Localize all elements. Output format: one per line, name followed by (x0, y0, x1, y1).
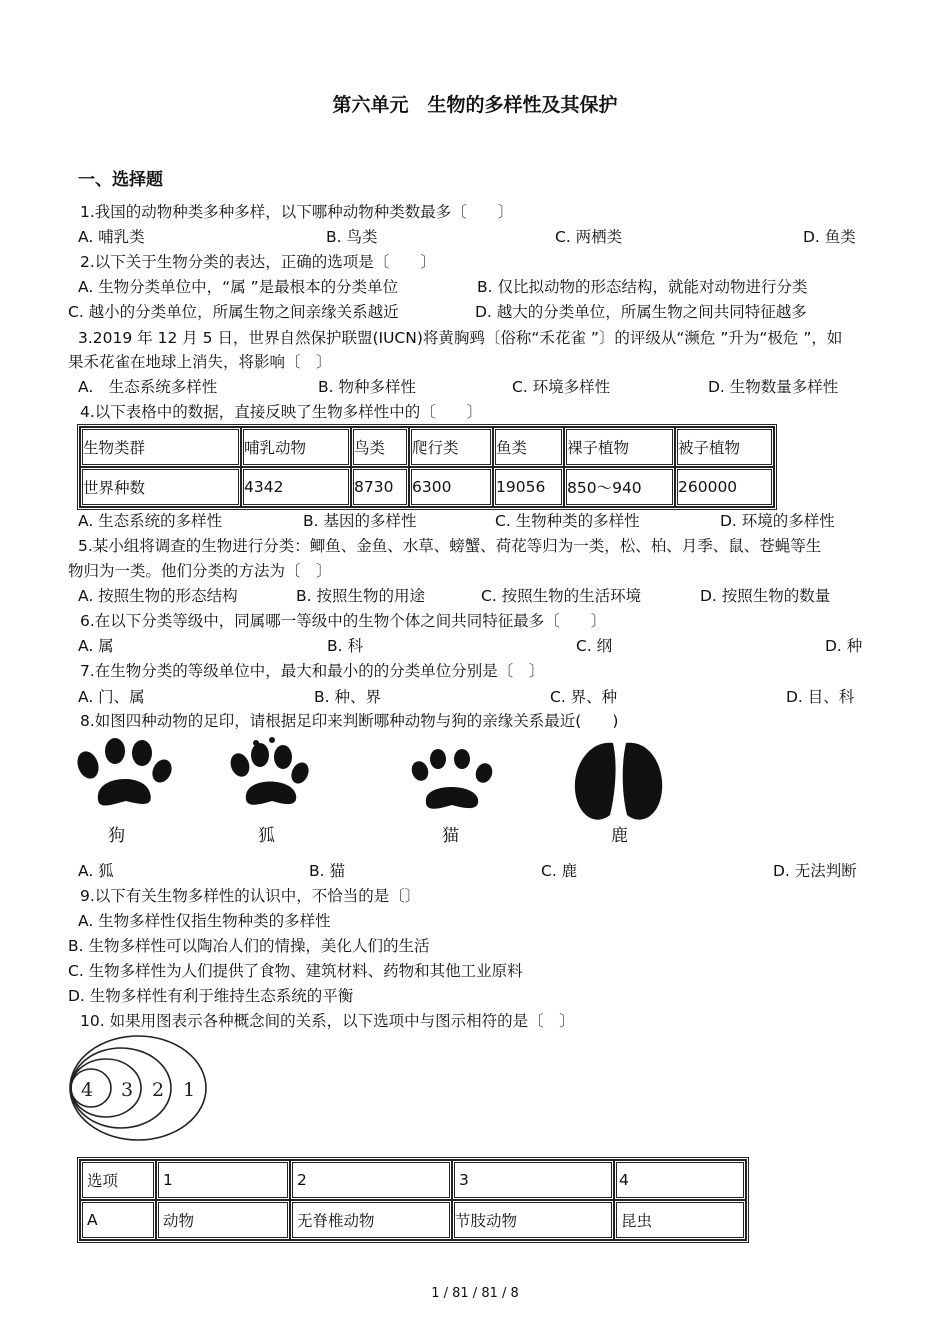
q3-stem-line1: 3.2019 年 12 月 5 日，世界自然保护联盟(IUCN)将黄胸鹀〔俗称“禾花雀 ”〕的评级从“濒危 ”升为“极危 ”，如 (78, 329, 843, 347)
q5-option-a: A. 按照生物的形态结构 (78, 587, 238, 605)
q1-stem: 1.我国的动物种类多种多样，以下哪种动物种类数最多〔 〕 (80, 203, 514, 221)
q4-option-d: D. 环境的多样性 (720, 512, 835, 530)
table-row (80, 427, 774, 467)
q7-option-d: D. 目、科 (786, 688, 855, 706)
q8-option-a: A. 狐 (78, 862, 114, 880)
q2-option-b: B. 仅比拟动物的形态结构，就能对动物进行分类 (477, 278, 808, 296)
q4-option-c: C. 生物种类的多样性 (495, 512, 640, 530)
q2-option-a: A. 生物分类单位中，“属 ”是最根本的分类单位 (78, 278, 399, 296)
q5-option-d: D. 按照生物的数量 (700, 587, 831, 605)
q6-option-a: A. 属 (78, 637, 114, 655)
table-cell: 260000 (675, 467, 774, 507)
q2-stem: 2.以下关于生物分类的表达，正确的选项是〔 〕 (80, 253, 436, 271)
q1-option-a: A. 哺乳类 (78, 228, 145, 246)
q5-stem-line2: 物归为一类。他们分类的方法为〔 〕 (68, 562, 332, 580)
q7-option-b: B. 种、界 (314, 688, 381, 706)
options-table (77, 1157, 749, 1243)
q9-option-a: A. 生物多样性仅指生物种类的多样性 (78, 912, 331, 930)
page-title: 第六单元 生物的多样性及其保护 (332, 94, 618, 116)
q9-stem: 9.以下有关生物多样性的认识中，不恰当的是〔〕 (80, 887, 421, 905)
table-cell: 850～940 (564, 467, 675, 507)
table-cell: 世界种数 (80, 467, 241, 507)
footprint-label-cat: 猫 (442, 826, 459, 846)
q3-option-d: D. 生物数量多样性 (708, 378, 839, 396)
circle-label-1: 1 (183, 1079, 196, 1101)
table-cell: 3 (452, 1160, 614, 1200)
q4-option-a: A. 生态系统的多样性 (78, 512, 223, 530)
q6-stem: 6.在以下分类等级中，同属哪一等级中的生物个体之间共同特征最多〔 〕 (80, 612, 607, 630)
table-cell: 动物 (156, 1200, 290, 1240)
q6-option-d: D. 种 (825, 637, 863, 655)
q1-option-c: C. 两栖类 (555, 228, 623, 246)
q9-option-c: C. 生物多样性为人们提供了食物、建筑材料、药物和其他工业原料 (68, 962, 523, 980)
q8-option-c: C. 鹿 (541, 862, 578, 880)
q1-option-d: D. 鱼类 (803, 228, 856, 246)
deer-footprint (575, 743, 662, 820)
table-cell: 1 (156, 1160, 290, 1200)
circle-label-2: 2 (152, 1079, 165, 1101)
table-cell: 4342 (241, 467, 351, 507)
q8-option-d: D. 无法判断 (773, 862, 857, 880)
circle-label-3: 3 (121, 1079, 134, 1101)
cat-footprint (409, 749, 495, 809)
q9-option-d: D. 生物多样性有利于维持生态系统的平衡 (68, 987, 354, 1005)
table-cell: 19056 (493, 467, 564, 507)
nested-circles-diagram (66, 1032, 211, 1147)
q2-option-c: C. 越小的分类单位，所属生物之间亲缘关系越近 (68, 303, 399, 321)
species-count-table (77, 424, 777, 510)
page-footer: 1 / 81 / 81 / 8 (431, 1286, 519, 1301)
q7-option-a: A. 门、属 (78, 688, 145, 706)
q5-stem-line1: 5.某小组将调查的生物进行分类：鲫鱼、金鱼、水草、螃蟹、荷花等归为一类，松、柏、月季、鼠、苍蝇等生 (78, 537, 822, 555)
q9-option-b: B. 生物多样性可以陶冶人们的情操，美化人们的生活 (68, 937, 430, 955)
fox-footprint (227, 737, 311, 805)
table-row (80, 467, 774, 507)
table-cell: 被子植物 (675, 427, 774, 467)
table-cell: 无脊椎动物 (290, 1200, 452, 1240)
table-cell: 鸟类 (351, 427, 409, 467)
q1-option-b: B. 鸟类 (326, 228, 378, 246)
table-row (80, 1160, 746, 1200)
q3-option-b: B. 物种多样性 (318, 378, 416, 396)
table-cell: 节肢动物 (452, 1200, 614, 1240)
footprint-label-deer: 鹿 (611, 826, 628, 846)
q2-option-d: D. 越大的分类单位，所属生物之间共同特征越多 (475, 303, 807, 321)
q7-stem: 7.在生物分类的等级单位中，最大和最小的的分类单位分别是〔 〕 (80, 662, 545, 680)
q8-stem: 8.如图四种动物的足印，请根据足印来判断哪种动物与狗的亲缘关系最近( ) (80, 712, 619, 730)
dog-footprint (74, 738, 175, 806)
table-cell: 8730 (351, 467, 409, 507)
table-cell: 生物类群 (80, 427, 241, 467)
section-heading: 一、选择题 (78, 170, 163, 190)
table-row (80, 1200, 746, 1240)
q3-option-c: C. 环境多样性 (512, 378, 611, 396)
q4-option-b: B. 基因的多样性 (303, 512, 417, 530)
table-cell: 选项 (80, 1160, 156, 1200)
footprint-label-dog: 狗 (108, 826, 125, 846)
q7-option-c: C. 界、种 (550, 688, 618, 706)
table-cell: 爬行类 (409, 427, 493, 467)
footprint-label-fox: 狐 (258, 826, 275, 846)
q8-option-b: B. 猫 (309, 862, 345, 880)
q6-option-c: C. 纲 (576, 637, 613, 655)
q10-stem: 10. 如果用图表示各种概念间的关系，以下选项中与图示相符的是〔 〕 (80, 1012, 575, 1030)
table-cell: 哺乳动物 (241, 427, 351, 467)
q6-option-b: B. 科 (327, 637, 363, 655)
table-cell: A (80, 1200, 156, 1240)
table-cell: 2 (290, 1160, 452, 1200)
table-cell: 6300 (409, 467, 493, 507)
table-cell: 鱼类 (493, 427, 564, 467)
table-cell: 裸子植物 (564, 427, 675, 467)
footprints-figure (70, 735, 670, 855)
table-cell: 4 (614, 1160, 746, 1200)
q5-option-c: C. 按照生物的生活环境 (481, 587, 642, 605)
table-cell: 昆虫 (614, 1200, 746, 1240)
q3-stem-line2: 果禾花雀在地球上消失，将影响〔 〕 (68, 353, 332, 371)
q5-option-b: B. 按照生物的用途 (296, 587, 425, 605)
circle-label-4: 4 (81, 1079, 94, 1101)
q3-option-a: A. 生态系统多样性 (78, 378, 218, 396)
q4-stem: 4.以下表格中的数据，直接反映了生物多样性中的〔 〕 (80, 403, 483, 421)
